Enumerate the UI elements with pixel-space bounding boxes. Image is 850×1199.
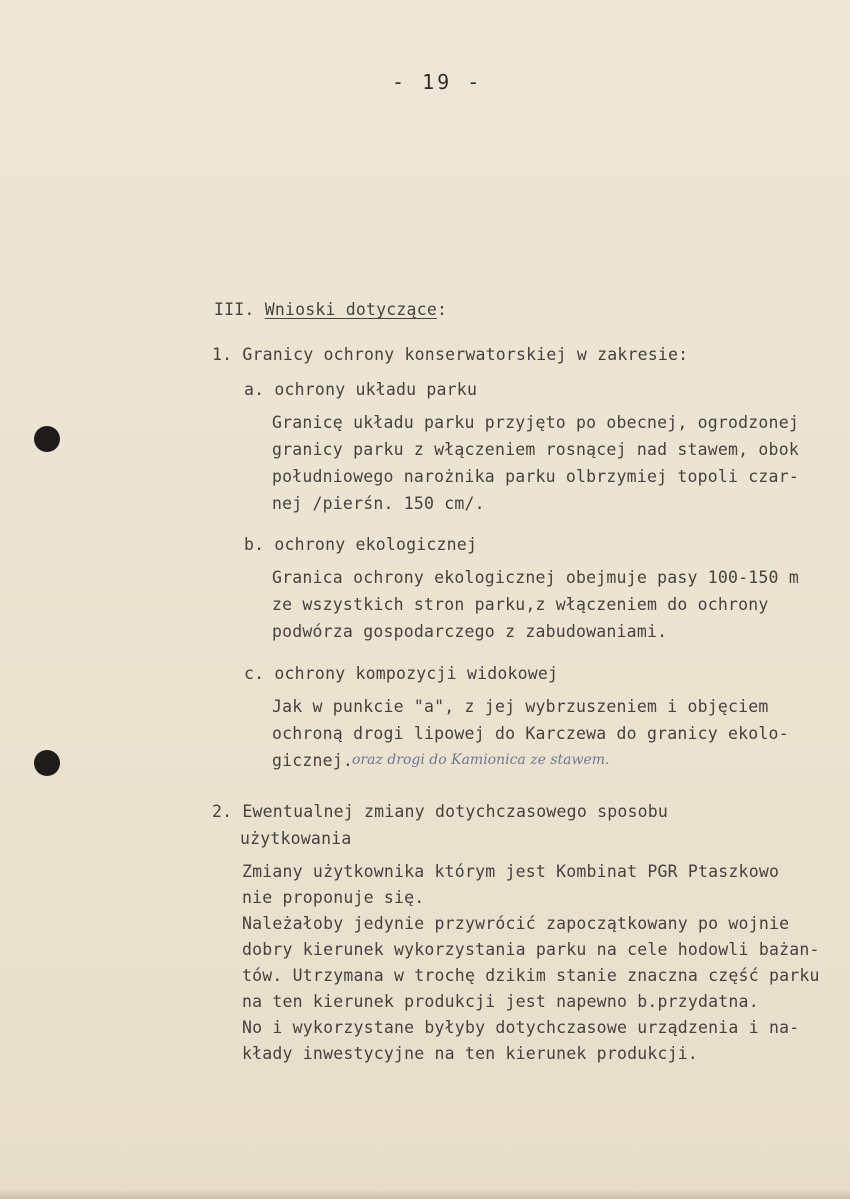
- section1b-line: podwórza gospodarczego z zabudowaniami.: [272, 622, 668, 641]
- section-heading: [214, 300, 447, 319]
- page-bottom-edge: [0, 1189, 850, 1199]
- section1-title: 1. Granicy ochrony konserwatorskiej w zakresie:: [212, 345, 689, 364]
- section2-line: Zmiany użytkownika którym jest Kombinat PGR Ptaszkowo: [242, 862, 780, 881]
- section1a-label: a. ochrony układu parku: [244, 380, 478, 399]
- section2-title: użytkowania: [240, 829, 352, 848]
- section1c-label: c. ochrony kompozycji widokowej: [244, 664, 559, 683]
- binder-hole-bottom: [34, 750, 60, 776]
- section2-line: No i wykorzystane byłyby dotychczasowe urządzenia i na-: [242, 1018, 800, 1037]
- section1a-line: nej /pierśn. 150 cm/.: [272, 494, 485, 513]
- section1b-line: Granica ochrony ekologicznej obejmuje pasy 100-150 m: [272, 568, 799, 587]
- section2-line: tów. Utrzymana w trochę dzikim stanie znaczna część parku: [242, 966, 820, 985]
- handwritten-annotation: oraz drogi do Kamionica ze stawem.: [352, 752, 610, 768]
- heading-underlined: Wnioski dotyczące: [264, 300, 437, 319]
- section2-line: nie proponuje się.: [242, 888, 425, 907]
- section1c-line: Jak w punkcie "a", z jej wybrzuszeniem i objęciem: [272, 697, 769, 716]
- binder-hole-top: [34, 426, 60, 452]
- section1a-line: Granicę układu parku przyjęto po obecnej, ogrodzonej: [272, 413, 799, 432]
- section2-title: 2. Ewentualnej zmiany dotychczasowego sposobu: [212, 802, 669, 821]
- heading-suffix: :: [436, 300, 448, 319]
- section1c-line: ochroną drogi lipowej do Karczewa do granicy ekolo-: [272, 724, 789, 743]
- section1a-line: południowego narożnika parku olbrzymiej topoli czar-: [272, 467, 799, 486]
- section2-line: kłady inwestycyjne na ten kierunek produkcji.: [242, 1044, 699, 1063]
- section1b-line: ze wszystkich stron parku,z włączeniem do ochrony: [272, 595, 769, 614]
- section1a-line: granicy parku z włączeniem rosnącej nad stawem, obok: [272, 440, 799, 459]
- section2-line: dobry kierunek wykorzystania parku na cele hodowli bażan-: [242, 940, 820, 959]
- heading-prefix: III.: [214, 300, 255, 319]
- section1b-label: b. ochrony ekologicznej: [244, 535, 478, 554]
- section1c-line: gicznej.: [272, 751, 354, 770]
- section2-line: Należałoby jedynie przywrócić zapoczątkowany po wojnie: [242, 914, 790, 933]
- page-number: - 19 -: [392, 70, 483, 94]
- section2-line: na ten kierunek produkcji jest napewno b.przydatna.: [242, 992, 759, 1011]
